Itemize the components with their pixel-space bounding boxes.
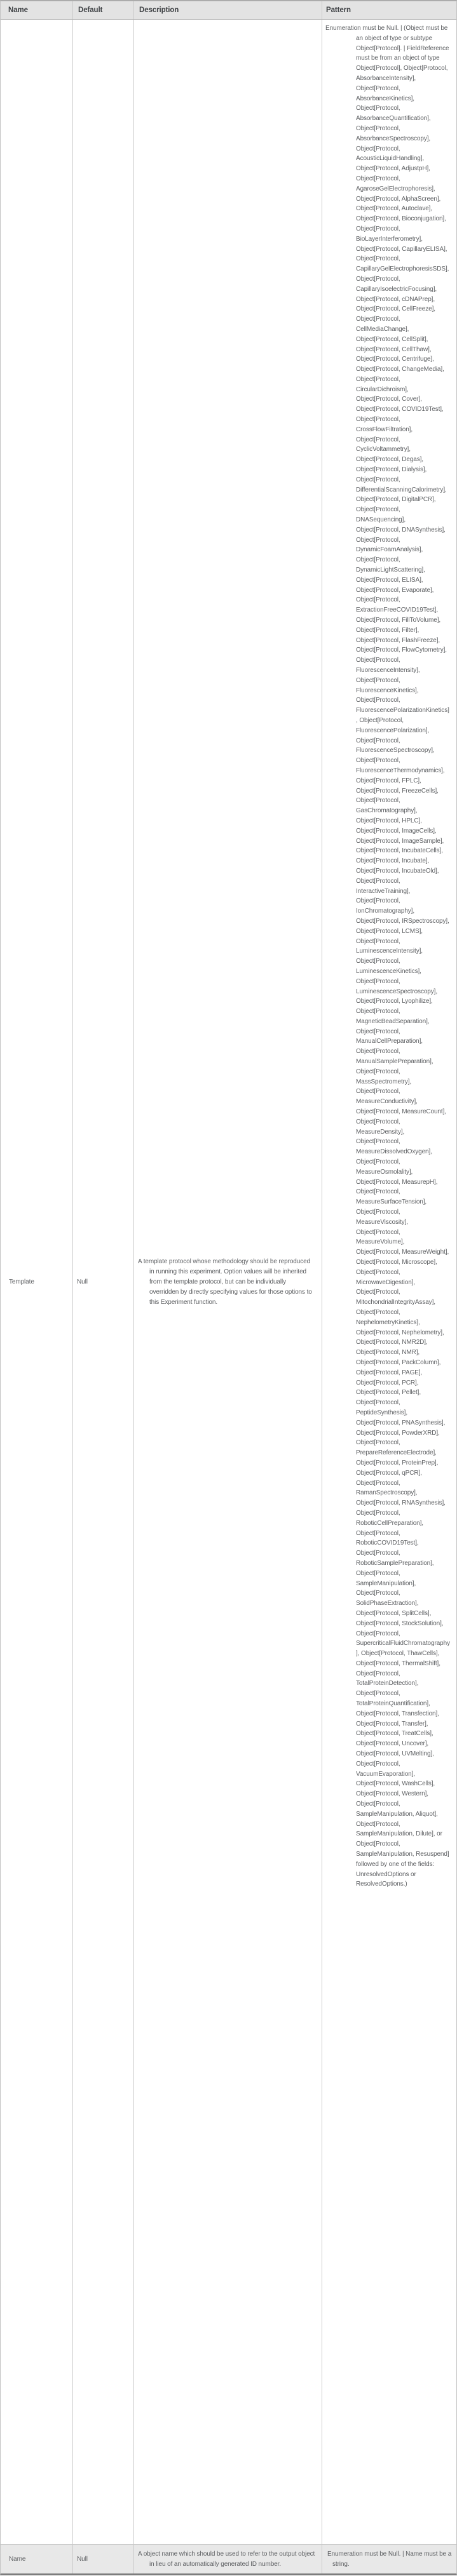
option-default-value: Null bbox=[77, 2555, 88, 2563]
option-default-cell bbox=[72, 2545, 133, 2573]
column-header-pattern-label: Pattern bbox=[326, 6, 351, 14]
option-description-text: A object name which should be used to refer to the output object in lieu of an automatically generated ID number. bbox=[138, 2550, 315, 2568]
option-name-cell bbox=[1, 2545, 72, 2573]
option-pattern-text: Enumeration must be Null. | (Object must be an object of type or subtype Object[Protocol]. | FieldReference must be from an object of type Object[Protocol], Object[Protocol, AbsorbanceIntensity], Object[Protocol, AbsorbanceKinetics], Object[Protocol, AbsorbanceQuantification], Object[Protocol, AbsorbanceSpectroscopy], Object[Protocol, AcousticLiquidHandling], Object[Protocol, AdjustpH], Object[Protocol, AgaroseGelElectrophoresis], Object[Protocol, AlphaScreen], Object[Protocol, Autoclave], Object[Protocol, Bioconjugation], Object[Protocol, BioLayerInterferometry], Object[Protocol, CapillaryELISA], Object[Protocol, CapillaryGelElectrophoresisSDS], Object[Protocol, CapillaryIsoelectricFocusing], Object[Protocol, cDNAPrep], Object[Protocol, CellFreeze], Object[Protocol, CellMediaChange], Object[Protocol, CellSplit], Object[Protocol, CellThaw], Object[Protocol, Centrifuge], Object[Protocol, ChangeMedia], Object[Protocol, CircularDichroism], Object[Protocol, Cover], Object[Protocol, COVID19Test], Object[Protocol, CrossFlowFiltration], Object[Protocol, CyclicVoltammetry], Object[Protocol, Degas], Object[Protocol, Dialysis], Object[Protocol, DifferentialScanningCalorimetry], Object[Protocol, DigitalPCR], Object[Protocol, DNASequencing], Object[Protocol, DNASynthesis], Object[Protocol, DynamicFoamAnalysis], Object[Protocol, DynamicLightScattering], Object[Protocol, ELISA], Object[Protocol, Evaporate], Object[Protocol, ExtractionFreeCOVID19Test], Object[Protocol, FillToVolume], Object[Protocol, Filter], Object[Protocol, FlashFreeze], Object[Protocol, FlowCytometry], Object[Protocol, FluorescenceIntensity], Object[Protocol, FluorescenceKinetics], Object[Protocol, FluorescencePolarizationKinetics], Object[Protocol, FluorescencePolarization], Object[Protocol, FluorescenceSpectroscopy], Object[Protocol, FluorescenceThermodynamics], Object[Protocol, FPLC], Object[Protocol, FreezeCells], Object[Protocol, GasChromatography], Object[Protocol, HPLC], Object[Protocol, ImageCells], Object[Protocol, ImageSample], Object[Protocol, IncubateCells], Object[Protocol, Incubate], Object[Protocol, IncubateOld], Object[Protocol, InteractiveTraining], Object[Protocol, IonChromatography], Object[Protocol, IRSpectroscopy], Object[Protocol, LCMS], Object[Protocol, LuminescenceIntensity], Object[Protocol, LuminescenceKinetics], Object[Protocol, LuminescenceSpectroscopy], Object[Protocol, Lyophilize], Object[Protocol, MagneticBeadSeparation], Object[Protocol, ManualCellPreparation], Object[Protocol, ManualSamplePreparation], Object[Protocol, MassSpectrometry], Object[Protocol, MeasureConductivity], Object[Protocol, MeasureCount], Object[Protocol, MeasureDensity], Object[Protocol, MeasureDissolvedOxygen], Object[Protocol, MeasureOsmolality], Object[Protocol, MeasurepH], Object[Protocol, MeasureSurfaceTension], Object[Protocol, MeasureViscosity], Object[Protocol, MeasureVolume], Object[Protocol, MeasureWeight], Object[Protocol, Microscope], Object[Protocol, MicrowaveDigestion], Object[Protocol, MitochondrialIntegrityAssay], Object[Protocol, NephelometryKinetics], Object[Protocol, Nephelometry], Object[Protocol, NMR2D], Object[Protocol, NMR], Object[Protocol, PackColumn], Object[Protocol, PAGE], Object[Protocol, PCR], Object[Protocol, Pellet], Object[Protocol, PeptideSynthesis], Object[Protocol, PNASynthesis], Object[Protocol, PowderXRD], Object[Protocol, PrepareReferenceElectrode], Object[Protocol, ProteinPrep], Object[Protocol, qPCR], Object[Protocol, RamanSpectroscopy], Object[Protocol, RNASynthesis], Object[Protocol, RoboticCellPreparation], Object[Protocol, RoboticCOVID19Test], Object[Protocol, RoboticSamplePreparation], Object[Protocol, SampleManipulation], Object[Protocol, SolidPhaseExtraction], Object[Protocol, SplitCells], Object[Protocol, StockSolution], Object[Protocol, SupercriticalFluidChromatography], Object[Protocol, ThawCells], Object[Protocol, ThermalShift], Object[Protocol, TotalProteinDetection], Object[Protocol, TotalProteinQuantification], Object[Protocol, Transfection], Object[Protocol, Transfer], Object[Protocol, TreatCells], Object[Protocol, Uncover], Object[Protocol, UVMelting], Object[Protocol, VacuumEvaporation], Object[Protocol, WashCells], Object[Protocol, Western], Object[Protocol, SampleManipulation, Aliquot], Object[Protocol, SampleManipulation, Dilute], or Object[Protocol, SampleManipulation, Resuspend] followed by one of the fields: UnresolvedOptions or ResolvedOptions.) bbox=[325, 25, 450, 1888]
column-header-description bbox=[133, 1, 322, 19]
column-header-name-label: Name bbox=[8, 6, 28, 14]
column-header-default bbox=[72, 1, 133, 19]
column-header-name bbox=[1, 1, 72, 19]
option-name-value: Name bbox=[9, 2555, 26, 2563]
column-header-pattern bbox=[322, 1, 456, 19]
option-description-text: A template protocol whose methodology should be reproduced in running this experiment. Option values will be inherited from the template protocol, but can be individually overridden by directly specifying values for those options to this Experiment function. bbox=[138, 1258, 312, 1306]
table-row-template bbox=[1, 20, 456, 2545]
option-name-value: Template bbox=[9, 1278, 34, 1285]
option-pattern-text: Enumeration must be Null. | Name must be a string. bbox=[327, 2550, 452, 2568]
option-name-cell bbox=[1, 20, 72, 2544]
column-header-default-label: Default bbox=[78, 6, 103, 14]
column-header-description-label: Description bbox=[139, 6, 179, 14]
option-pattern-cell bbox=[322, 20, 456, 2544]
table-row-name bbox=[1, 2545, 456, 2573]
option-default-value: Null bbox=[77, 1278, 88, 1285]
option-pattern-cell bbox=[322, 2545, 456, 2573]
table-header-row bbox=[1, 1, 456, 20]
option-description-cell bbox=[133, 20, 322, 2544]
option-description-cell bbox=[133, 2545, 322, 2573]
option-default-cell bbox=[72, 20, 133, 2544]
